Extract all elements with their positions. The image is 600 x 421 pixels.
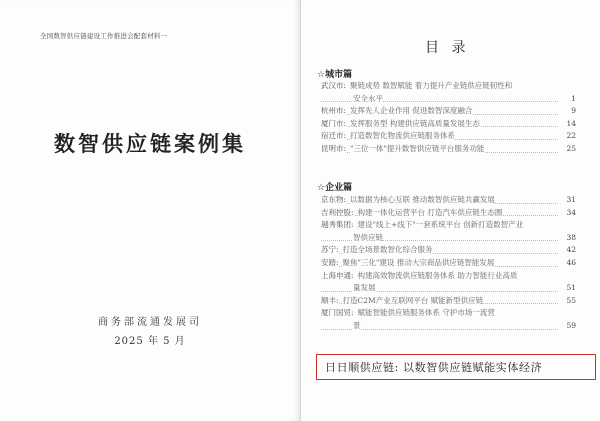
toc-entry-name: 越秀集团: [321,219,354,232]
toc-entry-name: 京东物: [321,194,346,207]
toc-entry [321,219,576,232]
toc-entry [321,143,576,156]
toc-entry-desc: 以数据为核心互联 推动数智供应链共赢发展 [350,195,495,204]
toc-entry-page: 22 [564,130,576,143]
toc-entry-desc: 发挥先人企业作用 促进数智深度融合 [350,106,473,116]
toc-entry [321,207,576,220]
toc-entry-desc: 安全水平 [353,93,383,103]
toc-entry-name: 顺丰: [321,295,339,308]
toc-entry-desc: 聚链成势 数智赋能 着力提升产业链供应链韧性和 [350,81,513,90]
toc-entry [321,232,576,245]
toc-entry-name: 杭州市: [321,105,346,118]
toc-entry-desc: 构建一体化运营平台 打造汽车供应链生态圈 [357,207,503,217]
toc-entry [321,194,576,207]
publisher: 商务部流通发展司 [98,317,202,328]
toc-entry-name: 苏宁: [321,244,339,257]
toc-entry [321,307,576,320]
toc-entry [321,244,576,257]
toc-entry-page: 9 [569,105,576,118]
toc-entry-page: 25 [564,143,576,156]
toc-entry-name: 宿迁市: [321,130,346,143]
toc-entry-desc: 建设"线上+线下"一套系统平台 创新打造数智产业 [357,220,524,230]
toc-entry-desc: 打造C2M产业互联网平台 赋能新型供应链 [342,295,484,305]
toc-entry-desc: 发挥服务型 构建供应链高质量发展生态 [350,118,480,128]
toc-entry [321,80,576,93]
toc-entry-desc: 构建高效物流供应链服务体系 助力智能行业高质 [357,270,518,280]
toc-entry [321,257,576,270]
toc-entry-desc: 景 [353,320,361,330]
toc-entry [321,93,576,106]
toc-entry-name: 昆明市: [321,143,346,156]
toc-entry [321,270,576,283]
toc-entry-desc: 聚焦"三化"建设 推动大宗商品供应链智能发展 [342,257,495,267]
toc-entry-desc: 量发展 [353,283,376,293]
toc-entry-page: 34 [564,207,576,220]
toc-entry-name: 武汉市: [321,80,346,93]
toc-entry [321,118,576,131]
toc-entry [321,130,576,143]
highlighted-entry: 日日顺供应链: 以数智供应链赋能实体经济 [325,361,543,374]
highlighted-entry-box [316,354,596,380]
section-heading: ☆企业篇 [317,183,353,193]
toc-entry-name: 吉利控股: [321,207,354,220]
toc-entry-page: 1 [569,93,576,106]
toc-entry-page: 31 [564,194,576,207]
toc-entry-page: 59 [564,320,576,333]
toc-entry-desc: 打造数智化物流供应链服务体系 [350,131,456,141]
toc-entry-desc: 打造全场景数智化综合服务 [342,245,433,255]
toc-entry-desc: "三位一体"提升数智供应链平台服务功能 [350,143,485,153]
toc-list-companies [321,194,576,333]
toc-entry-page: 38 [564,232,576,245]
toc-entry [321,320,576,333]
toc-title: 目 录 [425,40,470,56]
toc-entry [321,105,576,118]
publication-date: 2025 年 5 月 [114,336,186,347]
toc-entry-name: 安踏: [321,257,339,270]
toc-entry-desc: 赋能智能供应链服务体系 守护市场一流营 [357,308,495,318]
toc-entry [321,282,576,295]
toc-entry-page: 14 [564,118,576,131]
series-note: 全国数智供应链建设工作推进会配套材料一 [40,32,168,40]
toc-entry-page: 46 [564,257,576,270]
toc-entry-name: 厦门国贸: [321,307,354,320]
toc-entry-desc: 智供应链 [353,232,383,242]
toc-entry [321,295,576,308]
toc-entry-name: 厦门市: [321,118,346,131]
section-heading: ☆城市篇 [317,70,353,80]
toc-entry-page: 55 [564,295,576,308]
toc-entry-page: 42 [564,244,576,257]
toc-list-cities [321,80,576,156]
book-title: 数智供应链案例集 [54,131,246,156]
toc-entry-page: 51 [564,282,576,295]
toc-entry-name: 上海申通: [321,270,354,283]
